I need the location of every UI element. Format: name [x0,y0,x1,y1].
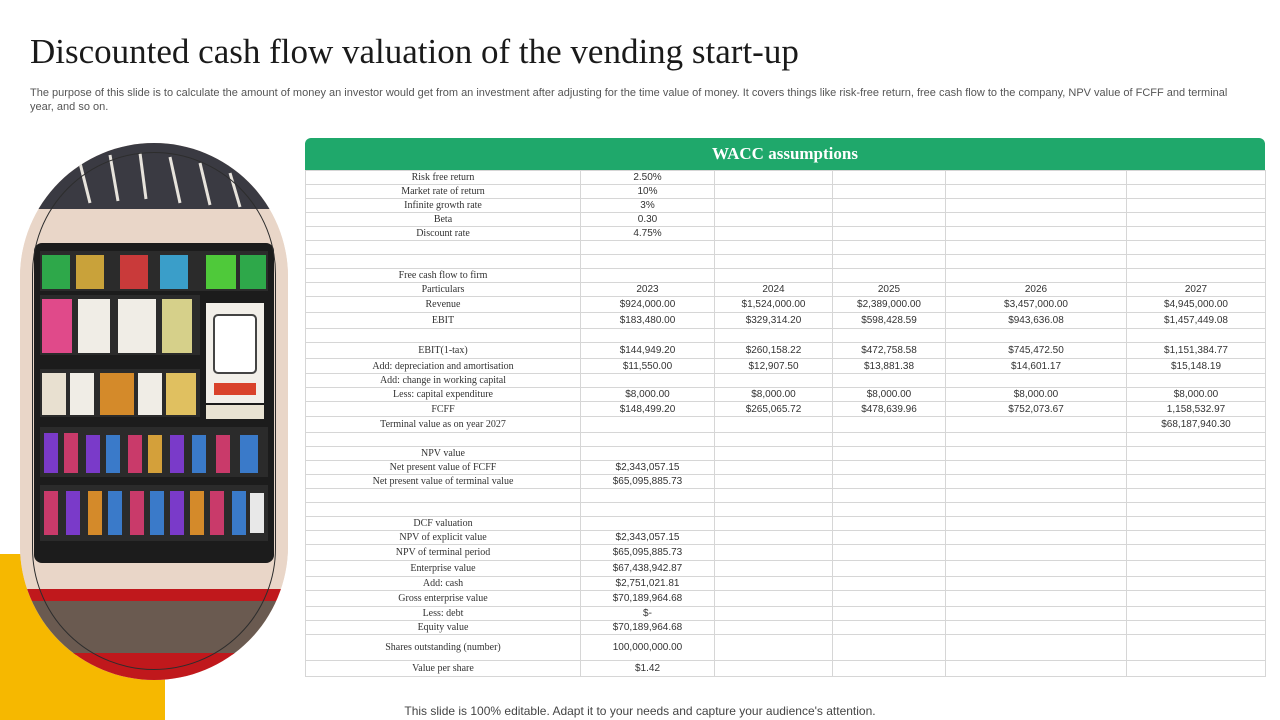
value-cell: $- [581,607,715,621]
value-cell [715,577,833,591]
value-cell [946,269,1127,283]
value-cell [833,561,946,577]
value-cell [1127,329,1266,343]
value-cell [946,503,1127,517]
value-cell: $67,438,942.87 [581,561,715,577]
value-cell [946,635,1127,661]
table-row [306,185,1266,199]
table-row [306,255,1266,269]
slide-description: The purpose of this slide is to calculate the amount of money an investor would get from an investment after adjusting for the time value of money. It covers things like risk-free return, free cash flow to the company, NPV value of FCFF and terminal year, and so on. [30,87,1228,113]
table-row [306,227,1266,241]
table-row [306,661,1266,677]
value-cell [715,171,833,185]
value-cell: 3% [581,199,715,213]
table-row [306,213,1266,227]
value-cell: $14,601.17 [946,359,1127,374]
value-cell [715,213,833,227]
value-cell [1127,461,1266,475]
value-cell [715,503,833,517]
row-label-cell [306,433,581,447]
value-cell [946,374,1127,388]
table-row [306,517,1266,531]
value-cell: 2025 [833,283,946,297]
value-cell: 100,000,000.00 [581,635,715,661]
value-cell [946,433,1127,447]
table-row [306,374,1266,388]
row-label-cell: Net present value of FCFF [306,461,581,475]
value-cell [833,241,946,255]
row-label-cell: Less: debt [306,607,581,621]
value-cell [946,447,1127,461]
table-row [306,359,1266,374]
value-cell [581,417,715,433]
table-row [306,297,1266,313]
row-label-cell: Beta [306,213,581,227]
value-cell: $2,343,057.15 [581,531,715,545]
value-cell [715,433,833,447]
value-cell [715,199,833,213]
row-label-cell [306,329,581,343]
value-cell [1127,561,1266,577]
value-cell: $478,639.96 [833,402,946,417]
value-cell [715,561,833,577]
value-cell [715,374,833,388]
value-cell [946,489,1127,503]
value-cell [833,591,946,607]
value-cell [1127,607,1266,621]
value-cell [833,517,946,531]
value-cell [946,531,1127,545]
value-cell: $2,343,057.15 [581,461,715,475]
row-label-cell: EBIT(1-tax) [306,343,581,359]
value-cell [946,577,1127,591]
value-cell [946,545,1127,561]
value-cell [715,475,833,489]
value-cell [1127,433,1266,447]
table-row [306,269,1266,283]
value-cell [1127,545,1266,561]
row-label-cell: Enterprise value [306,561,581,577]
value-cell: $472,758.58 [833,343,946,359]
value-cell [715,607,833,621]
value-cell: $1,524,000.00 [715,297,833,313]
value-cell [581,269,715,283]
value-cell: $8,000.00 [1127,388,1266,402]
table-body [306,171,1266,677]
table-row [306,329,1266,343]
value-cell [1127,374,1266,388]
table-row [306,577,1266,591]
value-cell: $12,907.50 [715,359,833,374]
table-row [306,241,1266,255]
row-label-cell: Risk free return [306,171,581,185]
value-cell [946,213,1127,227]
value-cell: $752,073.67 [946,402,1127,417]
value-cell [833,635,946,661]
table-header: WACC assumptions [305,138,1265,170]
value-cell [1127,517,1266,531]
value-cell [946,255,1127,269]
value-cell: $329,314.20 [715,313,833,329]
value-cell [715,489,833,503]
value-cell [1127,503,1266,517]
value-cell [1127,475,1266,489]
value-cell [833,255,946,269]
value-cell: $8,000.00 [581,388,715,402]
value-cell [1127,171,1266,185]
value-cell: $1.42 [581,661,715,677]
value-cell [1127,591,1266,607]
value-cell [946,661,1127,677]
value-cell: $2,751,021.81 [581,577,715,591]
value-cell [581,447,715,461]
value-cell [581,517,715,531]
value-cell [833,621,946,635]
value-cell: 1,158,532.97 [1127,402,1266,417]
table-row [306,621,1266,635]
value-cell [715,185,833,199]
row-label-cell: Discount rate [306,227,581,241]
value-cell [833,475,946,489]
row-label-cell: Add: change in working capital [306,374,581,388]
row-label-cell: Value per share [306,661,581,677]
table-row [306,489,1266,503]
table-row [306,313,1266,329]
row-label-cell: Less: capital expenditure [306,388,581,402]
value-cell: $183,480.00 [581,313,715,329]
value-cell [715,661,833,677]
value-cell: $4,945,000.00 [1127,297,1266,313]
value-cell [581,329,715,343]
value-cell [946,227,1127,241]
table-row [306,545,1266,561]
value-cell [715,255,833,269]
value-cell [833,577,946,591]
row-label-cell: Equity value [306,621,581,635]
value-cell: $144,949.20 [581,343,715,359]
table-row [306,283,1266,297]
table-row [306,447,1266,461]
value-cell: $8,000.00 [715,388,833,402]
value-cell: $65,095,885.73 [581,545,715,561]
table-row [306,402,1266,417]
value-cell [946,561,1127,577]
row-label-cell: Terminal value as on year 2027 [306,417,581,433]
row-label-cell: EBIT [306,313,581,329]
value-cell: 2027 [1127,283,1266,297]
value-cell: $1,151,384.77 [1127,343,1266,359]
slide-title: Discounted cash flow valuation of the vending start-up [30,32,799,71]
value-cell [833,461,946,475]
row-label-cell [306,489,581,503]
value-cell [833,607,946,621]
table-row [306,171,1266,185]
value-cell [833,447,946,461]
value-cell [1127,199,1266,213]
table-row [306,531,1266,545]
table-row [306,417,1266,433]
value-cell [1127,241,1266,255]
value-cell: $2,389,000.00 [833,297,946,313]
value-cell [1127,621,1266,635]
value-cell [1127,447,1266,461]
value-cell [715,227,833,241]
row-label-cell: Free cash flow to firm [306,269,581,283]
value-cell: $15,148.19 [1127,359,1266,374]
value-cell [946,417,1127,433]
value-cell [715,531,833,545]
row-label-cell: Shares outstanding (number) [306,635,581,661]
value-cell [715,635,833,661]
table-row [306,475,1266,489]
value-cell [715,241,833,255]
value-cell [1127,661,1266,677]
value-cell [715,447,833,461]
table-row [306,199,1266,213]
value-cell: 2023 [581,283,715,297]
value-cell [833,374,946,388]
vending-machine-photo [20,143,288,680]
value-cell: $924,000.00 [581,297,715,313]
value-cell [715,517,833,531]
row-label-cell: Add: depreciation and amortisation [306,359,581,374]
row-label-cell: NPV of explicit value [306,531,581,545]
value-cell [833,227,946,241]
value-cell: 2026 [946,283,1127,297]
value-cell: $265,065.72 [715,402,833,417]
value-cell [946,607,1127,621]
value-cell [581,433,715,447]
value-cell: 2024 [715,283,833,297]
value-cell [1127,635,1266,661]
value-cell [581,489,715,503]
value-cell [715,329,833,343]
value-cell: $70,189,964.68 [581,591,715,607]
value-cell [833,185,946,199]
value-cell [946,199,1127,213]
value-cell [1127,531,1266,545]
row-label-cell [306,255,581,269]
value-cell: $3,457,000.00 [946,297,1127,313]
value-cell [833,433,946,447]
value-cell [946,329,1127,343]
row-label-cell: FCFF [306,402,581,417]
value-cell [833,503,946,517]
table-row [306,343,1266,359]
value-cell: $70,189,964.68 [581,621,715,635]
value-cell [946,171,1127,185]
value-cell [833,531,946,545]
table-row [306,388,1266,402]
value-cell [715,269,833,283]
row-label-cell: Infinite growth rate [306,199,581,213]
value-cell [946,621,1127,635]
value-cell [1127,213,1266,227]
value-cell: $65,095,885.73 [581,475,715,489]
table-row [306,503,1266,517]
row-label-cell: Add: cash [306,577,581,591]
value-cell: $13,881.38 [833,359,946,374]
value-cell [946,591,1127,607]
value-cell [833,661,946,677]
value-cell [581,374,715,388]
value-cell: 0.30 [581,213,715,227]
value-cell: $148,499.20 [581,402,715,417]
row-label-cell: DCF valuation [306,517,581,531]
value-cell [833,199,946,213]
value-cell [833,171,946,185]
value-cell [833,489,946,503]
value-cell [1127,255,1266,269]
table-row [306,591,1266,607]
row-label-cell [306,241,581,255]
value-cell [833,213,946,227]
value-cell [946,241,1127,255]
value-cell [715,545,833,561]
value-cell [715,461,833,475]
value-cell: 4.75% [581,227,715,241]
value-cell [581,503,715,517]
value-cell [715,417,833,433]
row-label-cell: Gross enterprise value [306,591,581,607]
value-cell [833,269,946,283]
value-cell [581,255,715,269]
row-label-cell: Net present value of terminal value [306,475,581,489]
row-label-cell [306,503,581,517]
table-row [306,635,1266,661]
row-label-cell: Revenue [306,297,581,313]
row-label-cell: Market rate of return [306,185,581,199]
value-cell: $8,000.00 [833,388,946,402]
table-row [306,433,1266,447]
value-cell: $11,550.00 [581,359,715,374]
value-cell: 2.50% [581,171,715,185]
value-cell [833,417,946,433]
value-cell: $1,457,449.08 [1127,313,1266,329]
footer-note: This slide is 100% editable. Adapt it to your needs and capture your audience's attention. [404,704,876,718]
value-cell: $260,158.22 [715,343,833,359]
value-cell: $8,000.00 [946,388,1127,402]
value-cell [715,591,833,607]
value-cell: 10% [581,185,715,199]
table-row [306,461,1266,475]
table-row [306,561,1266,577]
value-cell [715,621,833,635]
value-cell [1127,227,1266,241]
row-label-cell: Particulars [306,283,581,297]
value-cell [946,185,1127,199]
value-cell [1127,577,1266,591]
value-cell [833,545,946,561]
value-cell [833,329,946,343]
value-cell: $745,472.50 [946,343,1127,359]
table-row [306,607,1266,621]
value-cell: $943,636.08 [946,313,1127,329]
value-cell [1127,489,1266,503]
row-label-cell: NPV of terminal period [306,545,581,561]
value-cell [946,517,1127,531]
value-cell: $68,187,940.30 [1127,417,1266,433]
dcf-table [305,138,1265,677]
value-cell [581,241,715,255]
value-cell [946,461,1127,475]
value-cell [1127,185,1266,199]
value-cell: $598,428.59 [833,313,946,329]
row-label-cell: NPV value [306,447,581,461]
value-cell [1127,269,1266,283]
value-cell [946,475,1127,489]
